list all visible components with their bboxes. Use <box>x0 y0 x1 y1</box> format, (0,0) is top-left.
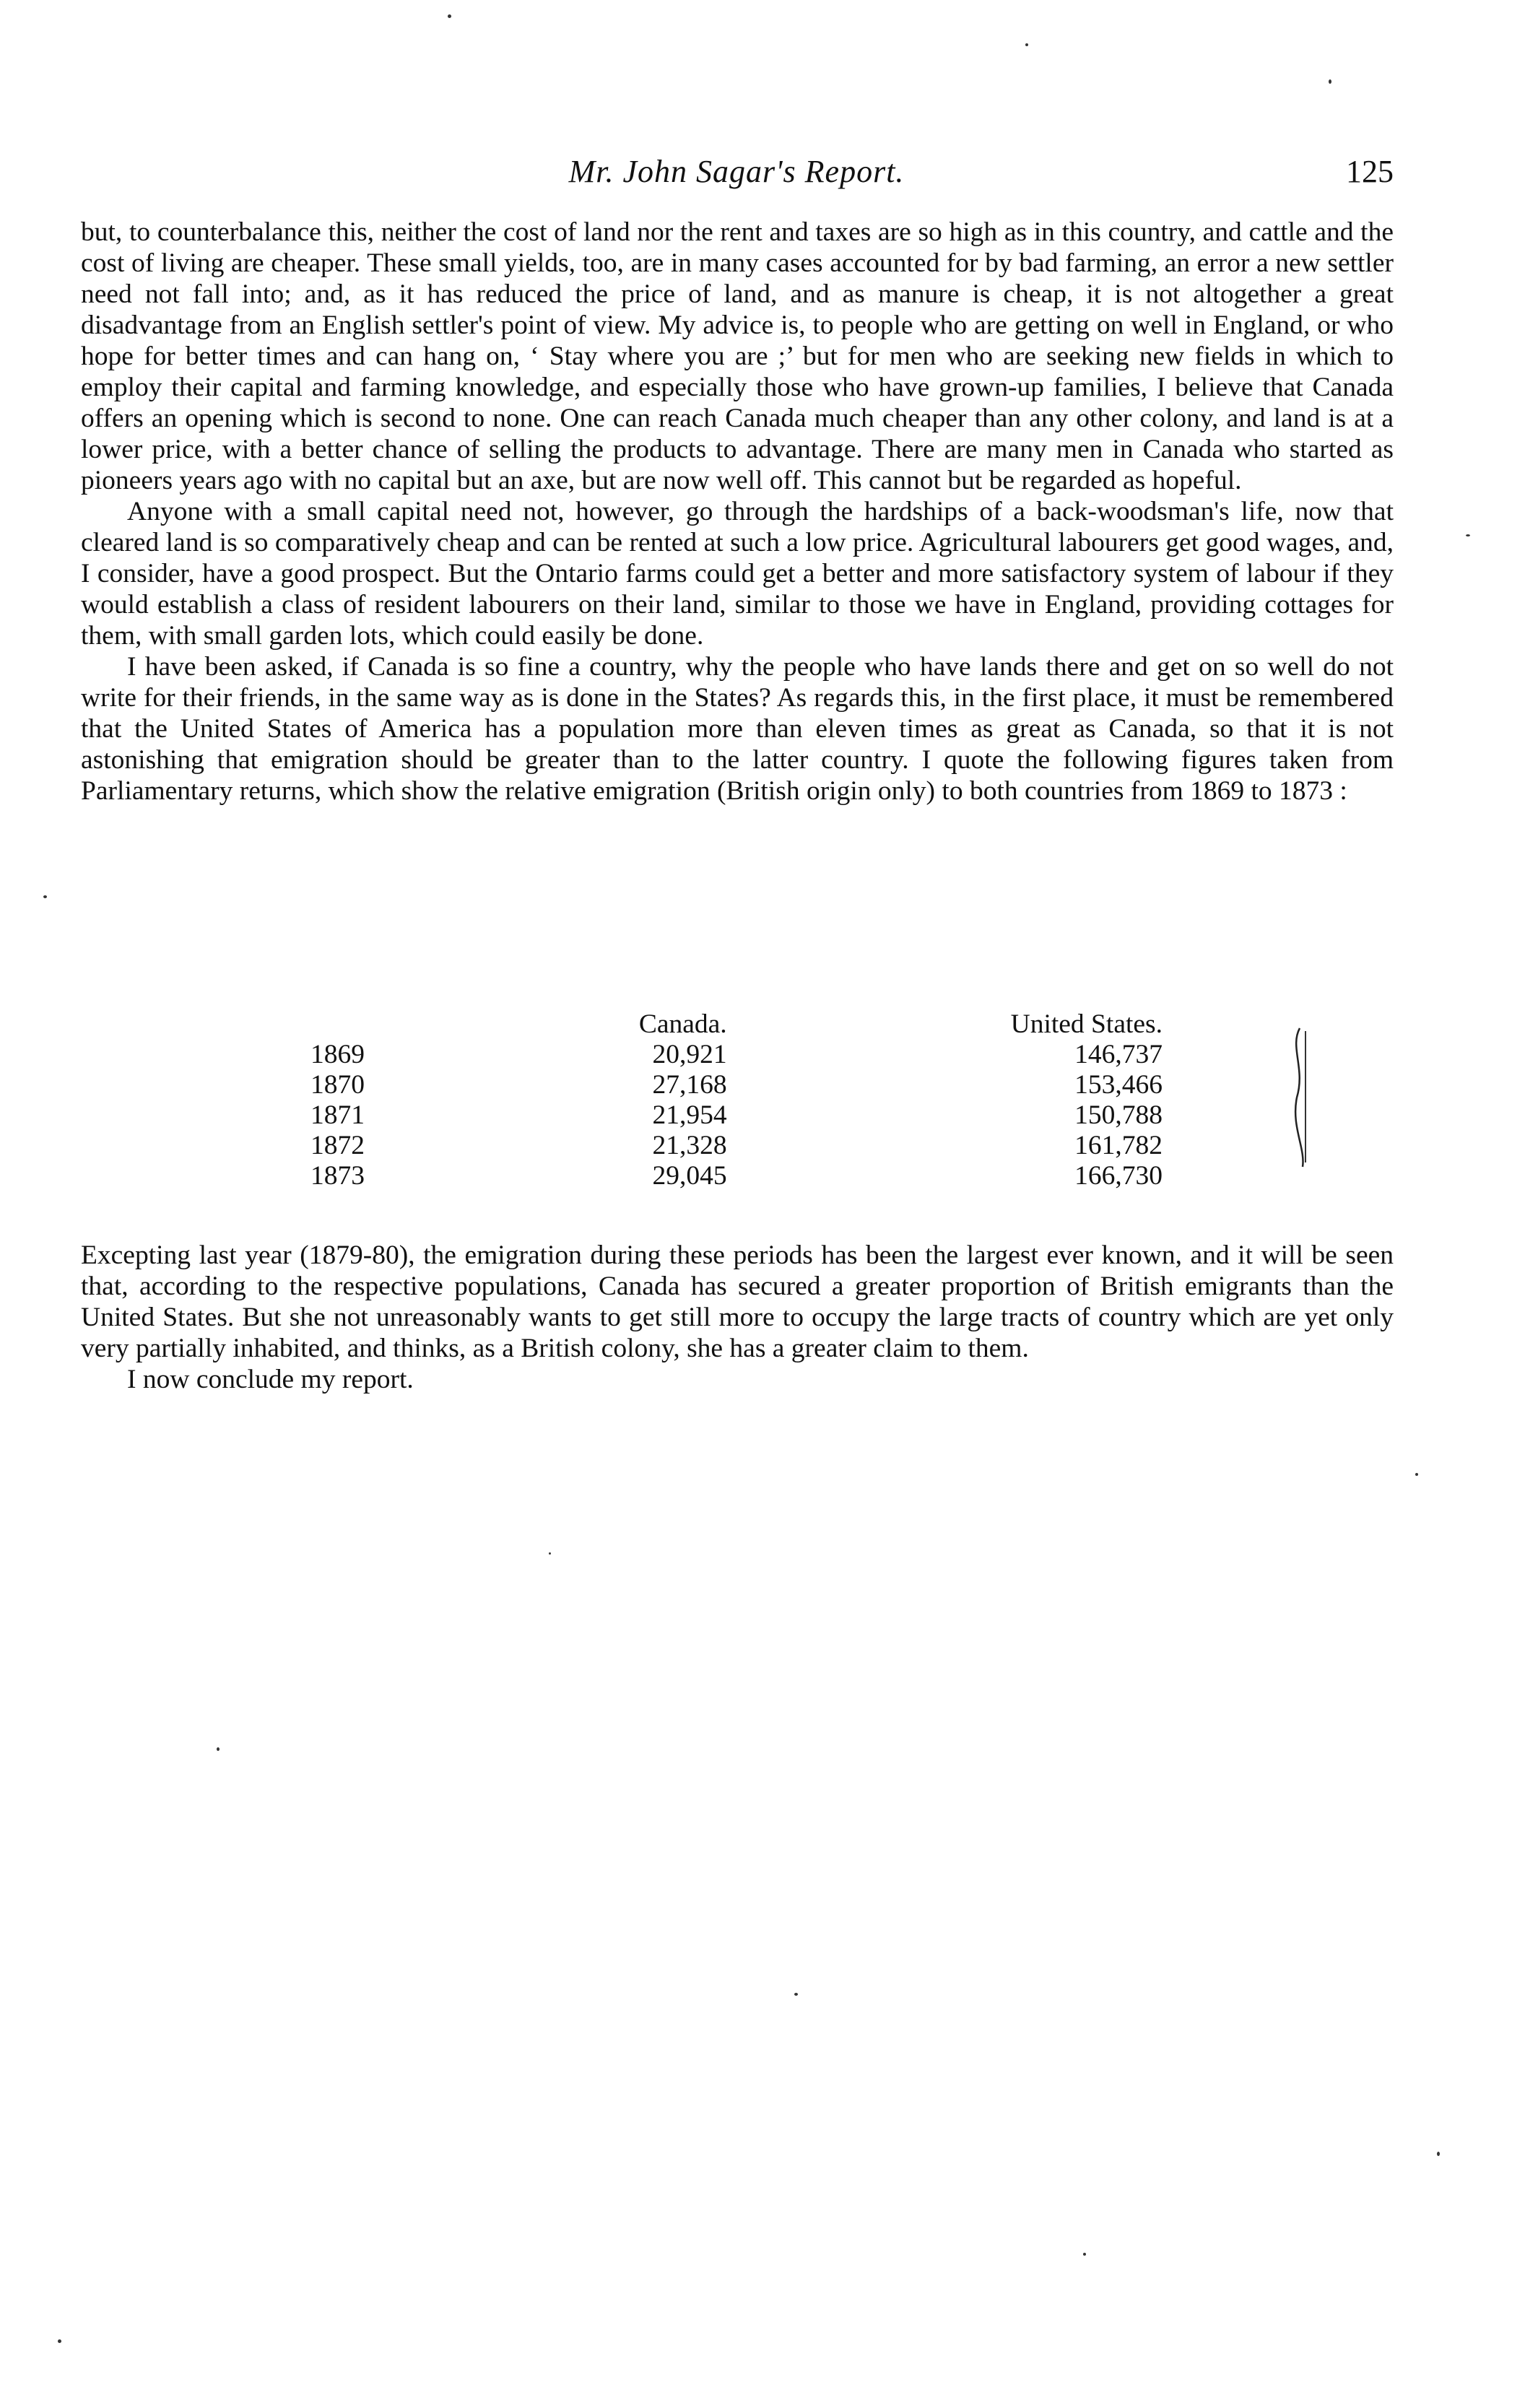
table-row <box>310 1161 1220 1191</box>
emigration-table <box>310 1009 1220 1191</box>
table-header-us: United States. <box>1010 1009 1163 1039</box>
table-cell-us: 150,788 <box>1074 1100 1163 1130</box>
scan-speck <box>549 1552 551 1555</box>
table-cell-canada: 21,328 <box>652 1131 727 1160</box>
running-head <box>79 153 1394 196</box>
scan-speck <box>1437 2152 1440 2156</box>
scan-speck <box>448 14 451 18</box>
paragraph-capital: Anyone with a small capital need not, however, go through the hardships of a back-woodsman's life, now that cleared land is so comparatively cheap and can be rented at such a low price. Agricultural labourers get good wages, and, I consider, have a good prospect. But the Ontario farms could get a better and more satisfactory system of labour if they would establish a class of resident labourers on their land, similar to those we have in England, providing cottages for them, with small garden lots, which could easily be done. <box>81 497 1394 651</box>
table-cell-canada: 21,954 <box>652 1100 727 1130</box>
paragraph-closing: Excepting last year (1879-80), the emigration during these periods has been the largest ever known, and it will be seen that, according to the respective populations, Canada has secured a greater proportion of British emigrants than the United States. But she not unreasonably wants to get still more to occupy the large tracts of country which are yet only very partially inhabited, and thinks, as a British colony, she has a greater claim to them. <box>81 1240 1394 1363</box>
scan-speck <box>1025 43 1028 46</box>
table-row <box>310 1070 1220 1100</box>
page-number: 125 <box>1346 154 1394 189</box>
margin-bracket-mark <box>1284 1025 1313 1170</box>
table-header-canada: Canada. <box>638 1009 727 1039</box>
running-title: Mr. John Sagar's Report. <box>568 154 905 189</box>
table-cell-canada: 27,168 <box>652 1070 727 1100</box>
table-cell-us: 161,782 <box>1074 1131 1163 1160</box>
table-row <box>310 1100 1220 1131</box>
table-header-row <box>310 1009 1220 1040</box>
scan-speck <box>1466 534 1470 536</box>
scan-speck <box>794 1993 798 1996</box>
table-cell-us: 166,730 <box>1074 1161 1163 1191</box>
table-row <box>310 1131 1220 1161</box>
paragraph-conclusion: I now conclude my report. <box>127 1365 414 1394</box>
scan-speck <box>43 895 47 898</box>
table-cell-year: 1872 <box>310 1131 365 1160</box>
table-cell-us: 153,466 <box>1074 1070 1163 1100</box>
table-cell-year: 1871 <box>310 1100 365 1130</box>
scan-speck <box>1415 1473 1418 1476</box>
paragraph-emigration: I have been asked, if Canada is so fine a country, why the people who have lands there and get on so well do not write for their friends, in the same way as is done in the States? As regards this, in the first place, it must be remembered that the United States of America has a population more than eleven times as great as Canada, so that it is not astonishing that emigration should be greater than to the latter country. I quote the following figures taken from Parliamentary returns, which show the relative emigration (British origin only) to both countries from 1869 to 1873 : <box>81 652 1394 806</box>
table-cell-canada: 29,045 <box>652 1161 727 1191</box>
table-row <box>310 1040 1220 1070</box>
paragraph-continuation: but, to counterbalance this, neither the cost of land nor the rent and taxes are so high as in this country, and cattle and the cost of living are cheaper. These small yields, too, are in many cases accounted for by bad farming, an error a new settler need not fall into; and, as it has reduced the price of land, and as manure is cheap, it is not altogether a great disadvantage from an English settler's point of view. My advice is, to people who are getting on well in England, or who hope for better times and can hang on, ‘ Stay where you are ;’ but for men who are seeking new fields in which to employ their capital and farming knowledge, and especially those who have grown-up families, I believe that Canada offers an opening which is second to none. One can reach Canada much cheaper than any other colony, and land is at a lower price, with a better chance of selling the products to advantage. There are many men in Canada who started as pioneers years ago with no capital but an axe, but are now well off. This cannot but be regarded as hopeful. <box>81 217 1394 495</box>
body-text <box>81 217 1394 807</box>
table-cell-year: 1873 <box>310 1161 365 1191</box>
table-cell-canada: 20,921 <box>652 1040 727 1069</box>
closing-text <box>81 1240 1394 1395</box>
table-cell-year: 1870 <box>310 1070 365 1100</box>
table-cell-us: 146,737 <box>1074 1040 1163 1069</box>
table-cell-year: 1869 <box>310 1040 365 1069</box>
table-header-year <box>310 1009 426 1040</box>
scan-speck <box>1083 2253 1086 2256</box>
scan-speck <box>58 2339 61 2343</box>
scan-speck <box>1329 79 1331 84</box>
scan-speck <box>217 1747 220 1751</box>
